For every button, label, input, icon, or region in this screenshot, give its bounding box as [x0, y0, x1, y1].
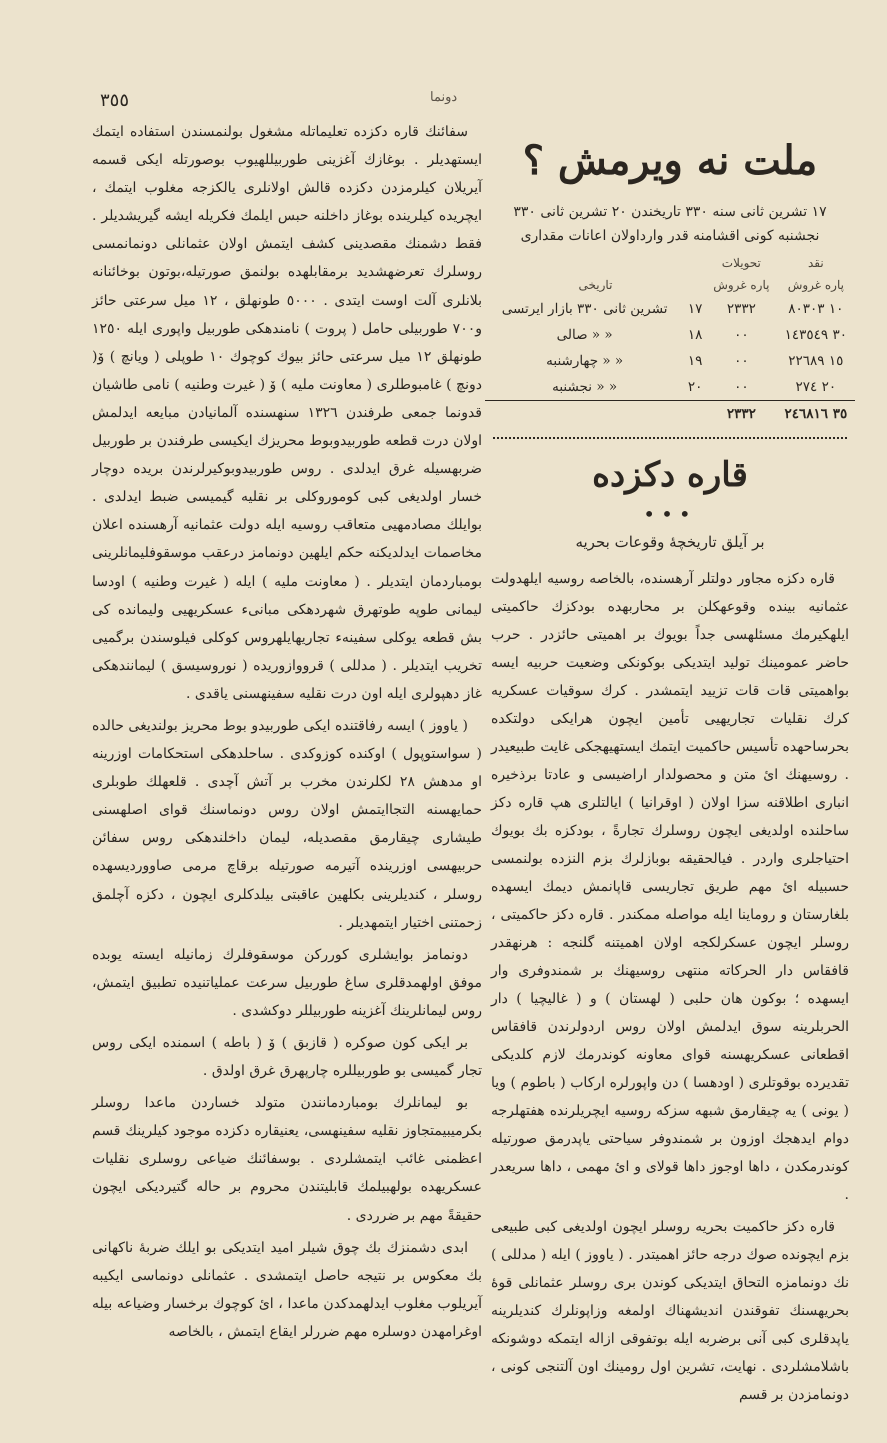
cell-date: « « نجشنبه	[552, 379, 618, 395]
table-row	[485, 296, 855, 322]
cell-tahvilat: ٠٠	[734, 379, 749, 395]
left-paragraph-5: بو لیمانلرك بومباردمانندن متولد خساردن ماعدا روسلر بکرمیبیمتجاوز نقلیه سفینهسی، یعنیقاره دکزده موجود کیلرینك قسم اعظمنی غائب ایتمشلردی . بوسفائنك ضیاعی روسلری نقلیات عسکریهده بولهبیلمك قابلیتندن محروم بر حاله گتیردیکی ایچون حقیقةً مهم بر ضرردی .	[92, 1095, 482, 1224]
left-paragraph-4: بر ایکی کون صوکره ( قازبق ) ۆ ( باطه ) اسمنده ایکی روس تجار گمیسی بو طوربیللره چارپهرق غرق اولدق .	[92, 1035, 482, 1080]
cell-naqd: ١٠ ٨٠٣٠٣	[788, 301, 844, 317]
cell-naqd: ١٥ ٢٢٦٨٩	[788, 353, 844, 369]
right-column	[485, 118, 855, 1403]
article-paragraph-1: قاره دکزه مجاور دولتلر آرهسنده، بالخاصه روسیه ایلهدولت عثمانیه بینده وقوعهکلن بر محاربهده بودکزك حاکمیتی ایلهکیرمك مسئلهسی جداً بویوك بر اهمیتی حائزدر . حرب حاضر عمومینك تولید ایتدیکی بوکونکی وضعیت حربیه ایسه بواهمیتی قات قات تزیید ایتمشدر . کرك سوقیات عسکریه کرك نقلیات تجاریهیی تأمین ایچون هرایکی دولتکده بحرساحهده تأسیس حاکمیت ایتمك ایستهیهجکی غایت طبیعیدر . روسیهنك ائ متن و محصولدار اراضیسی و عادتا برذخیره انباری اطلاقنه سزا اولان ( اوقرانیا ) ایالتلری هپ قاره دکز ساحلنده اولدیغی ایچون روسلرك تجارةً ، بودکزه بك بویوك احتیاجلری واردر . فیالحقیقه بوبازلرك بزم النزده بولنمسی حسبیله ائ مهم طریق تجاریسی قاپانمش دیمك ایسهده بلغارستان و روماینا ایله مواصله ممکندر . قاره دکز حاکمیتی ، روسلر ایچون عسکرلکجه اولان اهمیتنه گلنجه : هرنهقدر قافقاس دار الحرکاته منتهی روسیهنك بر شمندوفری وار ایسهده ؛ بوکون هان حلبی ( لهستان ) و ( غالیچیا ) دار الحربلرینه سوق ایدلمش اولان روس اردولرندن قافقاس اقطعانی عسکریهسنه قوای معاونه کوندرمك لازم کلدیکی تقدیرده بوقوتلری ( اودهسا ) دن واپورلره ارکاب ( باطوم ) ویا ( یونی ) یه چیقارمق شبهه سزکه روسیه ایچریلرنده هفتهلرجه دوام ایدهجك اوزون بر شمندوفر سیاحتی یاپدرمق صورتیله کوندرمکدن ، داها اوجوز داها قولای و ائ مهمی ، داها سریعدر .	[491, 571, 849, 1203]
group-header-naqd: نقد	[807, 256, 824, 270]
cell-date: « « صالی	[556, 327, 613, 343]
donations-title: ملت نه ویرمش ؟	[522, 137, 818, 184]
table-row	[485, 322, 855, 348]
col-header-naqd: پاره غروش	[787, 278, 844, 292]
total-tahvilat: ٢٣٣٢	[706, 401, 777, 428]
col-header-tahvilat: پاره غروش	[713, 278, 770, 292]
article-paragraph-2: قاره دکز حاکمیت بحریه روسلر ایچون اولدیغی کبی طبیعی بزم ایچونده صوك درجه حائز اهمیتدر . ( یاووز ) ایله ( مدللی ) نك دونمامزه التحاق ایتدیکی کوندن بری روسلر عثمانلی قوهٔ بحریهسنك تفوقندن اندیشهناك اولمغه وزاپونلرك کندیلرینه یاپدقلری کبی آنی برضربه ایله بوتفوقی ازاله ایتمکه دوشونکه باشلامشلردی . نهایت، تشرین اول رومینك اون آلتنجی کونی ، دونمامزدن بر قسم	[491, 1219, 849, 1403]
cell-tahvilat: ٢٣٣٢	[726, 301, 756, 317]
left-paragraph-1: سفائنك قاره دکزده تعلیماتله مشغول بولنمسندن استفاده ایتمك ایستهدیلر . بوغازك آغزینی طوربیللهیوب بوصورتله ایکی قسمه آیریلان کیلرمزدن دکزده قالش اولانلری یالکزجه مغلوب ایتمك ، ایچریده کیلرینده بوغاز داخلنه حبس ایلمك فکریله ایشه گیریشدیلر . فقط دشمنك مقصدینی کشف ایتمش اولان عثمانلی دونمانمسی روسلرك تعرضهشدید برمقابلهده بولنمق صورتیله،بوتون بوخائنانه بلانلری آلت اوست ایتدی . ٥٠٠٠ طونهلق ، ١٢ میل سرعتی حائز و٧٠٠ طوربیلی حامل ( پروت ) نامندهکی طوربیل واپوری ایله ١٢٥٠ طونهلق ١٢ میل سرعتی حائز بیوك کوچوك ١٠ طوپلی ( ویانچ ) ۆ( دونچ ) غامبوطلری ( معاونت ملیه ) ۆ ( غیرت وطنیه ) نامی طاشیان قدونما جمعی طرفندن ١٣٢٦ سنهسنده آلمانیادن مبایعه ایدلمش اولان درت قطعه طوربیدوبوط محریزك ایکیسی طرفندن بر طوربیل ضربهسیله غرق ایدلدی . روس طوربیدوبوکیرلرندن بریده دوچار خسار اولدیغی کبی کوموروکلی بر نقلیه گیمیسی ضبط ایدلدی . بوایلك مصادمهیی متعاقب روسیه ایله دولت عثمانیه آرهسنده اعلان مخاصمات ایدلدیکنه حکم ایلهین دونمامز درعقب موسقوفلیمانلرینی بومباردمان ایتدیلر . ( معاونت ملیه ) ایله ( غیرت وطنیه ) اودسا لیمانی طوپه طوتهرق شهردهکی مبانیء عسکریهیی ولیمانده کی بش قطعه یوکلی سفینهء تجاریهایلهروس کوکلی فیلوسندن برگمیی تخریب ایتدیلر . ( مدللی ) قرووازوریده ( نوروسیسق ) لیمانندهکی غاز دهپولری ایله اون درت نقلیه سفینهسنی یاقدی .	[92, 124, 483, 702]
cell-day: ٢٠	[687, 379, 703, 395]
donations-table	[485, 252, 855, 427]
table-total-row	[485, 401, 855, 428]
group-header-tahvilat: تحویلات	[721, 256, 761, 270]
cell-naqd: ٢٠ ٢٧٤	[795, 379, 837, 395]
left-paragraph-6: ابدی دشمنزك بك چوق شیلر امید ایتدیکی بو ایلك ضربهٔ ناکهانی بك معکوس بر نتیجه حاصل ایتمشدی . عثمانلی دونماسی ایکیبه آیریلوب مغلوب ایدلهمدکدن ماعدا ، ائ کوچوك برخسار وضیاعه بیله اوغرامهدن دوسلره مهم ضررلر ایقاع ایتمش ، بالخاصه	[92, 1239, 482, 1340]
table-column-header	[485, 274, 855, 296]
cell-naqd: ٣٠ ١٤٣٥٤٩	[784, 327, 847, 343]
col-header-date: تاریخی	[578, 278, 613, 292]
page-number: ٣٥٥	[100, 90, 130, 111]
cell-date: تشرین ثانی ٣٣٠ بازار ایرتسی	[501, 301, 668, 317]
article-body	[485, 565, 855, 1409]
table-row	[485, 348, 855, 374]
table-group-header	[485, 252, 855, 274]
article-subtitle: بر آیلق تاریخچهٔ وقوعات بحریه	[575, 533, 765, 551]
article-title: قاره دکزده	[592, 455, 748, 495]
cell-tahvilat: ٠٠	[734, 353, 749, 369]
left-column	[92, 118, 482, 1368]
section-divider	[493, 437, 847, 439]
donations-caption: ١٧ تشرین ثانی سنه ٣٣٠ تاریخندن ٢٠ تشرین ثانی ٣٣٠ نجشنبه کونی اقشامنه قدر وارداولان اعانات مقداری	[513, 204, 827, 244]
running-head	[0, 90, 887, 110]
cell-day: ١٧	[687, 301, 703, 317]
total-naqd: ٣٥ ٢٤٦٨١٦	[777, 401, 855, 428]
left-paragraph-3: دونمامز بوایشلری کوررکن موسقوفلرك زمانیله ایسته یوبده موفق اولهمدقلری ساغ طوربیل سرعت عملیاتنیده تطبیق ایتمش، روس لیمانلرینك آغزینه طوربیللر دوکشدی .	[92, 946, 482, 1019]
cell-date: « « چهارشنبه	[546, 353, 624, 369]
cell-tahvilat: ٠٠	[734, 327, 749, 343]
table-row	[485, 374, 855, 401]
cell-day: ١٨	[687, 327, 703, 343]
ornament-dots: •••	[643, 502, 697, 526]
running-title: دونما	[430, 90, 458, 105]
left-paragraph-2: ( یاووز ) ایسه رفاقتنده ایکی طوربیدو بوط محریز بولندیغی حالده ( سواستوپول ) اوکنده کوزوکدی . ساحلدهکی استحکامات اوزرینه او مدهش ٢٨ لکلرندن مخرب بر آتش آچدی . قلعهلك طوبلری حمایهسنه التجاایتمش اولان روس دونماسنك قوای اصلهسنی طیشاری چیقارمق مقصدیله، لیمان داخلندهکی روس سفائن حربیهسی اوزرینده آتیرمه صورتیله برقاچ مرمی صاووردیسهده روسلر ، کندیلرینی بکلهین عاقبتی بیلدکلری ایچون ، دکزه آچلمق زحمتنی اختیار ایتمهدیلر .	[92, 717, 482, 931]
cell-day: ١٩	[687, 353, 703, 369]
